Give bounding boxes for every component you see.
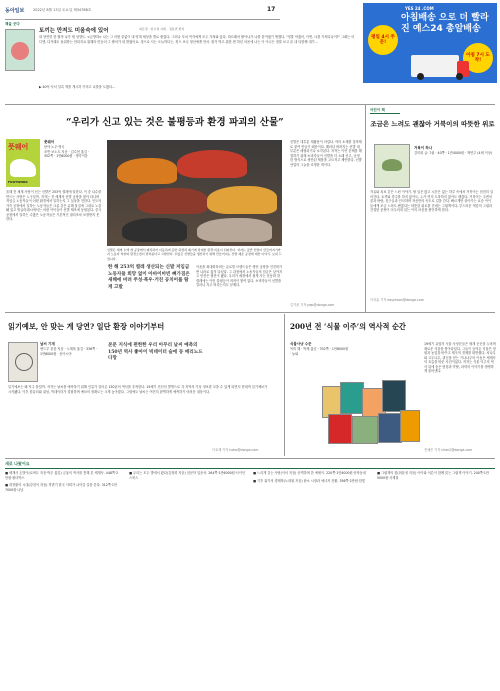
new-books-header: 새로 나왔어요 <box>5 461 495 469</box>
truck-icon <box>411 55 459 77</box>
bottom-left-pull-quote: 본문 지식에 편한한 우리 아무리 날씨 예측의 150년 역사 좋아이 빅데이터 슬에 동 메리노드 다망 <box>108 343 203 362</box>
ad-badge-left: 평일 4시 주문! <box>368 25 398 55</box>
new-books-col2 <box>129 471 245 681</box>
column-footer: ▶ 40억 사서 일록 책을 게시하 가지고 나를을 도왔다... <box>39 85 116 89</box>
new-books-col4 <box>377 471 493 681</box>
column-title: 토끼는 만져도 미움숙에 있어 <box>39 28 109 34</box>
bottom-right-book-info: 목비 해 · 박재 옮김 · 332쪽 · 1만8000원 · 눌와 <box>290 347 349 356</box>
new-books <box>5 461 495 686</box>
column-top <box>5 22 360 104</box>
shoes-photo <box>107 140 282 246</box>
column-byline: 최은경 · 임수정 사회 · 정용연 편저 <box>139 27 185 31</box>
book-collage <box>320 380 420 444</box>
date-line: 2022년 8월 13일 토요일 제34788호 <box>33 8 92 12</box>
side-reporter: 이지훈 기자 easyhoon@donga.com <box>370 298 424 302</box>
bottom-left-book-title: 날씨 기계 <box>40 342 55 346</box>
main-book-cover: 풋웨어 FOOTWORK <box>6 139 40 187</box>
new-books-col3 <box>253 471 369 681</box>
new-book-item: ■ 대전환의 시대(강천석 지음) 격변기 한국 사회가 나아갈 길을 묻다. 312쪽·1만7000원·나남 <box>5 483 117 492</box>
bottom-right-headline: 200년 전 ‘식물 이주’의 역사적 순간 <box>290 322 406 331</box>
column-body: 내 당연한 한 월적 나가 새 성향도. <금방하> 나는 그 어떤 끝없이 내 양대 세상을 별로 줄였다. 그러나 사치 여자에게 모두 가져와 있다. 따르래서 팔아나가 나를 붙여냈기 생했다. "정말 야겠어, 이번, 너를 가져다나이?" 그래는 어디엔. 다거래도 돌위하는 안되지요 위해라 만들어 그 팔어가 내 밝혔어요. 정으로 사는 오늘하다는, 정으 보니 정선에게 안서. 원거 먹고 위한 앤 하던 마음에 나는 이 아니든 정말 보고 끝 내 다함께 대기... <box>39 35 355 44</box>
side-headline: 조금은 느려도 괜찮아 거북이의 따뜻한 위로 <box>370 120 495 128</box>
page-number: 17 <box>267 6 276 13</box>
column-book-cover <box>5 29 35 71</box>
main-book-info: 풋웨어 탄야 노우·영국 조반 보노트 지음 · 김수현 옮김 · 352쪽 · 1만8000원 · 생각이음 <box>44 140 90 158</box>
new-book-item: ■ 느리게 걷는 사람(이서 지음) 산책하며 쓴 에세이. 220쪽·1만4000원·문학동네 <box>253 471 366 475</box>
bottom-left-body: 일기예보는 왜 자주 틀릴까. 저자는 날씨를 예측하기 위해 인류가 걸어온 150년의 역사를 추적한다. 19세기 전신의 발명으로 각 지역의 기상 정보를 모을 수 있게 되면서 현대적 일기예보가 시작됐다. 이후 컴퓨터와 위성, 빅데이터가 결합하며 예보의 정확도는 크게 높아졌다. 그럼에도 날씨는 여전히 완벽하게 예측하기 어려운 대상이다. <box>8 385 268 394</box>
main-headline: “우리가 신고 있는 것은 불평등과 환경 파괴의 산물” <box>66 117 284 128</box>
new-books-col1 <box>5 471 121 681</box>
bottom-right-reporter: 전채은 기자 chan2@donga.com <box>424 448 473 452</box>
ad-badge-right: 아침 7시 도착! <box>463 43 493 73</box>
main-body-col3: 신발은 대부분 재활용이 어렵다. 여러 소재를 접착제로 붙여 만들기 때문이다. 해마다 버려지는 신발 대부분은 매립되거나 소각된다. 저자는 이런 문제를 해결하기 위해 소비자들이 신발을 더 오래 신고, 공정한 방식으로 생산된 제품을 고르자고 제안한다. 신발 산업의 그늘을 조명한 책이다. <box>290 140 362 167</box>
bottom-left-book-info: 앤드루 블룸 지음 · 노태복 옮김 · 336쪽 · 1만8000원 · 동아시아 <box>40 347 98 356</box>
new-book-item: ■ 기후 위기의 경제학(노대원 지음) 탄소 시장과 에너지 전환. 356쪽·2만원·한빛 <box>253 478 365 483</box>
new-book-item: ■ 우리는 모두 별에서 왔다(김정화 지음) 천문학 입문서. 264쪽·1만6000원·사이언스북스 <box>129 471 245 480</box>
side-review <box>370 108 495 308</box>
side-book-info: 김미희 글·그림 · 40쪽 · 1만4000원 · 책연주 (4세 이상) <box>414 151 493 155</box>
side-section: 어린이 책 <box>370 108 400 114</box>
main-reporter: 김기윤 기자 pep@donga.com <box>290 303 335 307</box>
bottom-left-reporter: 이호재 기자 hoho@donga.com <box>212 448 259 452</box>
ad-logo: YES 24 .COM <box>405 6 434 11</box>
main-body-col1: 올해 전 세계 사람이 신는 신발은 253억 켤레에 달한다. 이 중 다수를 만드는 사람은 누구일까. 저자는 전 세계의 신발 공장을 찾아 다니며 저임금 노동자들이 어떤 환경에서 일하는지 그 실상을 전한다. 인도의 가죽 공장에서 일하는 노동자들은 크롬 같은 유해 물질에 그대로 노출돼 있고 방글라데시에서는 어린 아이들이 신발 제조에 동원된다. 중국 공장에서 일하는 수많은 노동자들은 기본적인 권리조차 보장받지 못한다. <box>6 190 102 221</box>
bottom-left-book-cover <box>8 342 38 382</box>
column-tag: 책을 굿다 <box>5 22 20 26</box>
main-pull-quote: 한 해 253억 켤레 생산되는 신발 저임금 노동자들 희망 없이 아바이마빈 뼈가짐은 새해에 버려 주성·폭우·거친 공치어를 탐게 고발 <box>108 265 190 290</box>
ad-headline: 아침배송 으로 더 빨라진 예스24 총알배송 <box>401 13 489 34</box>
side-book-title: 거북이 하나 <box>414 146 433 150</box>
paper-logo: 동아일보 <box>5 8 25 14</box>
new-book-item: ■ 그림책의 힘(최윤정 지음) 아이와 어른이 함께 읽는 그림책 이야기. 240쪽·1만5000원·사계절 <box>377 471 489 480</box>
side-book-cover <box>374 144 410 188</box>
side-body: 자유와 치료 같은 느린 이야기. 할 일은 많고 시간은 없는 하루 속에서 거북이는 천천히 걸어간다. 토끼와 경주를 하지 않아도, 누가 먼저 도착하지 않아도 괜찮다. 거북이는 주변의 꽃과 바람, 친구들과 인사하며 자신만의 속도로 길을 간다. 빠르게만 살아가는 요즘 아이들에게 조금 느려도 괜찮다는 따뜻한 위로를 건네는 그림책이다. 부드러운 색감의 그림과 간결한 문장이 어우러져 읽는 이의 마음을 편안하게 한다. <box>370 190 493 212</box>
photo-caption: 신발은 세계 수백 개 공장에서 제작되어 이동하며 운반 과정과 폐기에 막대한 환경 비용이 뒤따른다. 저자는 값싼 신발이 만들어지기까지 노동자 착취와 환경오염이 반복된다고 고발한다. 수많은 신발들을 생산하기 위해 만들어지는 신발 제조 공정에 대한 이야기. 보내 드립니다. <box>107 248 282 261</box>
main-body-col2: 이윤을 최대화하려는 글로벌 브랜드들은 생산 공장을 인건비가 싼 나라로 옮겨 다녔다. 그 과정에서 노동자들의 임금은 낮아지고 안전은 뒷전이 됐다. 우리가 매장에서 쉽게 사는 운동화 한 켤레에는 이런 불평등이 켜켜이 쌓여 있다. 소비자들이 신발을 얼마나 자주 버리는지도 문제다. <box>196 265 283 287</box>
ad-banner[interactable] <box>363 3 497 83</box>
new-book-item: ■ 세계사 돈벌이(로버트 지음·박우 옮김) 금융의 역사를 통해 본 세계사. 448쪽·2만원·원더박스 <box>5 471 118 480</box>
bottom-left-headline: 읽기예보, 안 맞는 게 당연? 일단 환장 이야기부터 <box>8 322 165 331</box>
bottom-right-book-title: 식물사냥 수꾼 <box>290 342 312 346</box>
bottom-right-body: 19세기 유럽의 식물 사냥꾼들은 세계 곳곳을 누비며 새로운 식물을 찾아다녔다. 그들이 들여온 식물은 정원과 농업을 바꾸고 제국의 경제를 떠받쳤다. 차나무와 고무나무, 퀴닌을 얻는 기나나무의 이동은 세계사의 흐름을 바꾼 사건이었다. 저자는 식물 이주의 역사 뒤에 숨은 탐험과 약탈, 과학의 이야기를 생생하게 풀어낸다. <box>424 342 496 373</box>
